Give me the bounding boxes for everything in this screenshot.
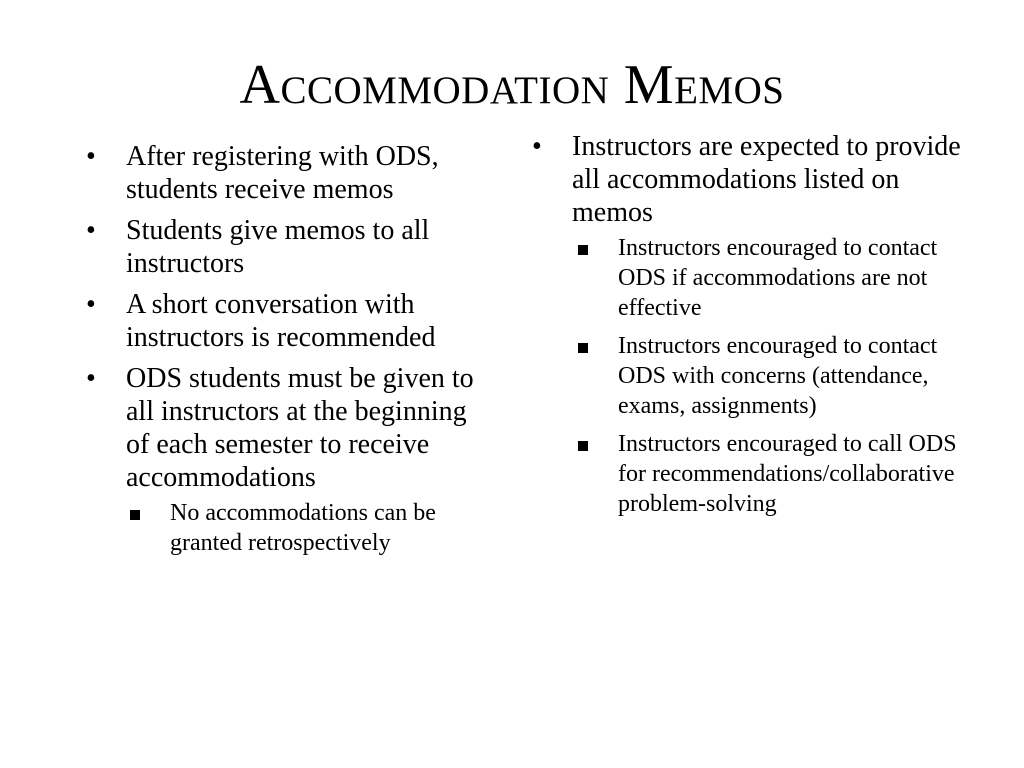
square-bullet-icon xyxy=(578,441,588,451)
list-item-text: ODS students must be given to all instructors at the beginning of each semester to receive accommodations xyxy=(126,363,474,493)
square-bullet-icon xyxy=(578,245,588,255)
left-bullet-list xyxy=(86,140,486,558)
bullet-icon: • xyxy=(86,289,96,320)
sub-list-item-text: Instructors encouraged to contact ODS if accommodations are not effective xyxy=(618,235,938,321)
bullet-icon: • xyxy=(86,215,96,246)
right-bullet-list xyxy=(532,130,978,519)
sub-list-item-text: No accommodations can be granted retrospectively xyxy=(170,500,436,556)
sub-list-item-text: Instructors encouraged to call ODS for recommendations/collaborative problem-solving xyxy=(618,431,957,517)
list-item-text: After registering with ODS, students receive memos xyxy=(126,141,439,205)
slide-title: Accommodation Memos xyxy=(239,54,785,116)
list-item xyxy=(86,214,486,280)
list-item-text: Students give memos to all instructors xyxy=(126,215,430,279)
list-item xyxy=(86,362,486,558)
sub-list-item xyxy=(578,331,978,421)
square-bullet-icon xyxy=(130,510,140,520)
sub-bullet-list xyxy=(130,498,486,558)
sub-list-item xyxy=(578,233,978,323)
bullet-icon: • xyxy=(86,141,96,172)
list-item xyxy=(532,130,978,519)
bullet-icon: • xyxy=(86,363,96,394)
list-item xyxy=(86,288,486,354)
sub-list-item xyxy=(130,498,486,558)
square-bullet-icon xyxy=(578,343,588,353)
list-item-text: A short conversation with instructors is recommended xyxy=(126,289,436,353)
sub-list-item xyxy=(578,429,978,519)
list-item-text: Instructors are expected to provide all accommodations listed on memos xyxy=(572,131,961,228)
sub-list-item-text: Instructors encouraged to contact ODS with concerns (attendance, exams, assignments) xyxy=(618,333,938,419)
list-item xyxy=(86,140,486,206)
left-column xyxy=(86,140,486,566)
right-column xyxy=(532,130,978,527)
bullet-icon: • xyxy=(532,131,542,162)
sub-bullet-list xyxy=(578,233,978,519)
